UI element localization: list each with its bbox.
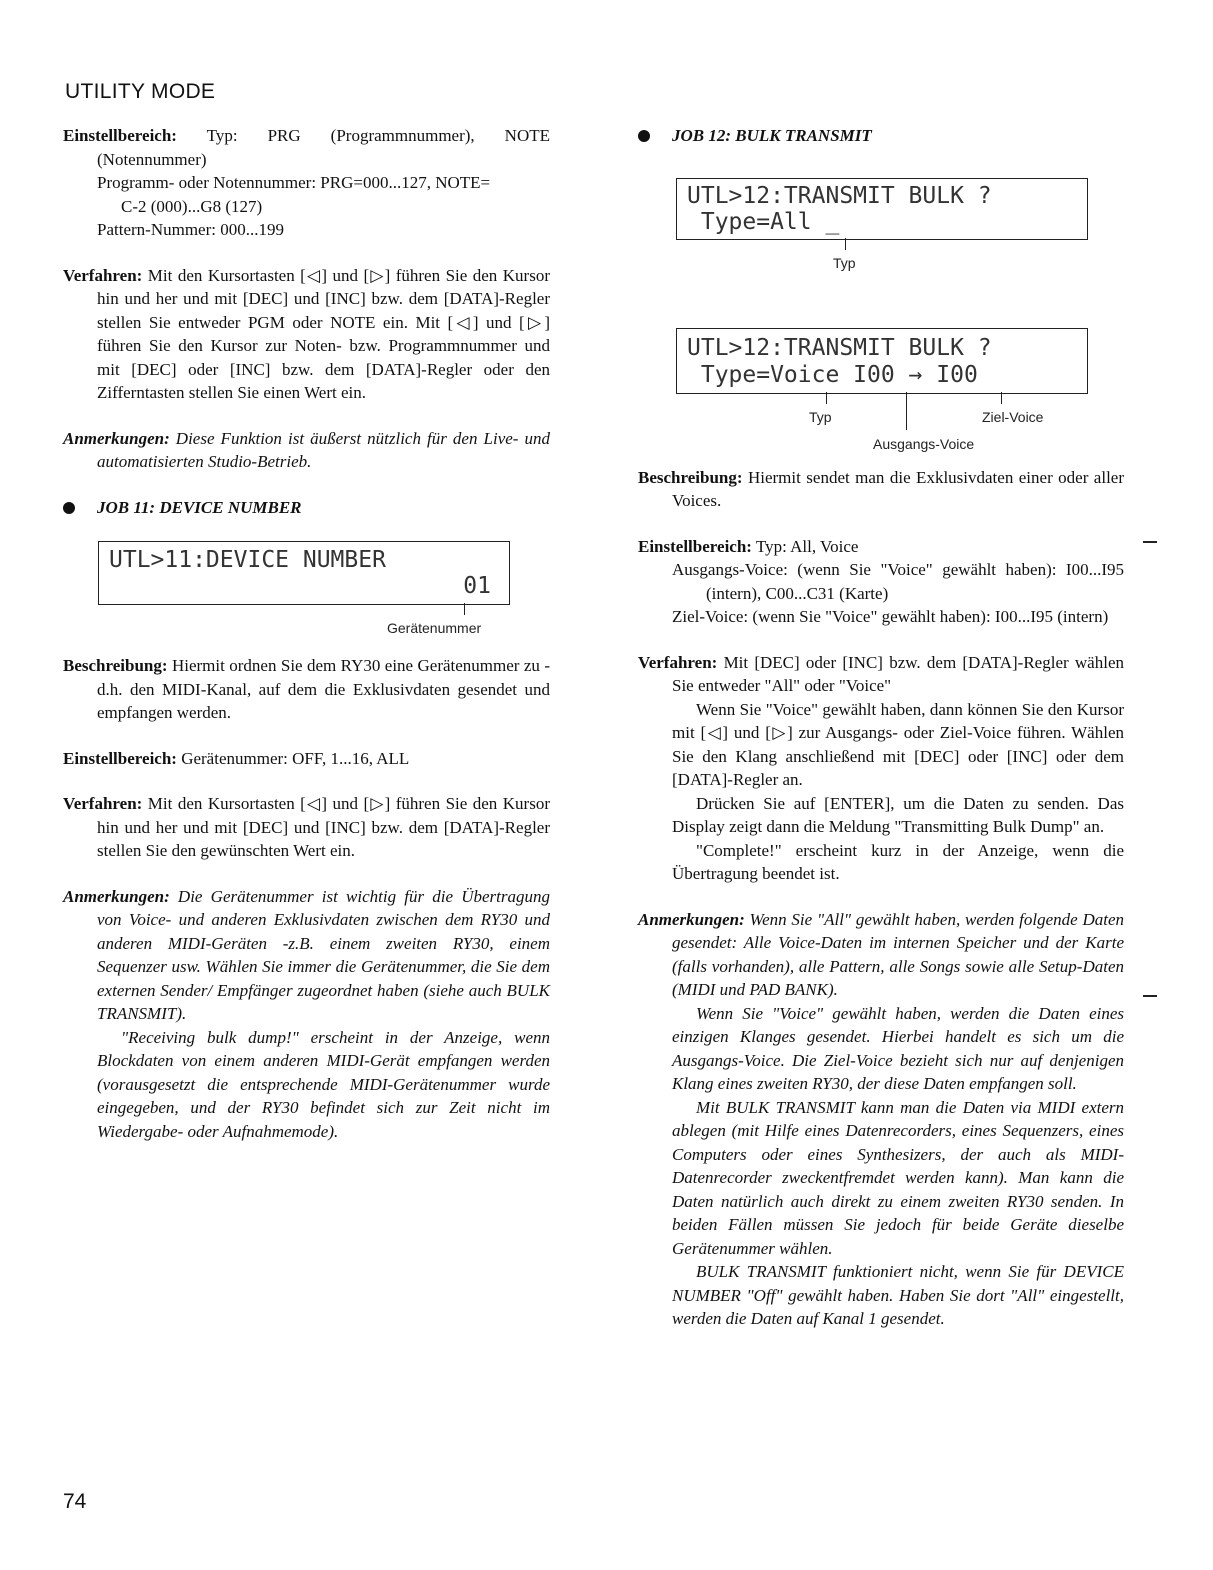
note-3-para-3: Mit BULK TRANSMIT kann man die Daten via MIDI extern ablegen (mit Hilfe eines Datenrecorders, eines Sequenzers, eines Computers oder eines Synthesizers, der auch als MIDI-Datenrecorder zweckentfremdet werden kann). Man kann die Daten natürlich auch direkt zu einem zweiten RY30 senden. In beiden Fällen müssen Sie jedoch für beide Geräte dieselbe Gerätenummer wählen.	[672, 1097, 1124, 1258]
procedure-3: Verfahren: Mit [DEC] oder [INC] bzw. dem [DATA]-Regler wählen Sie entweder "All" oder "Voice"	[638, 652, 1124, 695]
lcd-device-number-figure	[63, 519, 550, 654]
lcd-caption-typ: Typ	[833, 254, 856, 271]
procedure-3-para-3: Drücken Sie auf [ENTER], um die Daten zu senden. Das Display zeigt dann die Meldung "Transmitting Bulk Dump" an.	[672, 793, 1124, 836]
lcd-caption: Gerätenummer	[387, 620, 482, 636]
note-3-para-4: BULK TRANSMIT funktioniert nicht, wenn Sie für DEVICE NUMBER "Off" gewählt haben. Haben Sie dort "All" eingestellt, werden die Daten auf Kanal 1 gesendet.	[672, 1262, 1124, 1328]
range-setting-2: Einstellbereich: Gerätenummer: OFF, 1...16, ALL	[63, 748, 410, 768]
lcd-caption-target-voice: Ziel-Voice	[982, 408, 1044, 425]
range-target-voice: Ziel-Voice: (wenn Sie "Voice" gewählt haben): I00...I95 (intern)	[672, 607, 1109, 626]
range-source-voice: Ausgangs-Voice: (wenn Sie "Voice" gewählt haben): I00...I95 (intern), C00...C31 (Karte)	[672, 560, 1124, 603]
range-line-2: Programm- oder Notennummer: PRG=000...127, NOTE=	[97, 173, 491, 192]
range-setting-3: Einstellbereich: Typ: All, Voice	[638, 536, 859, 556]
procedure-3-para-2: Wenn Sie "Voice" gewählt haben, dann können Sie den Kursor mit [◁] und [▷] zur Ausgangs- oder Ziel-Voice führen. Wählen Sie den Klang anschließend mit [DEC] oder [INC] oder dem [DATA]-Regler an.	[672, 699, 1124, 789]
lcd-caption-source-voice: Ausgangs-Voice	[873, 435, 975, 452]
margin-mark	[1143, 995, 1157, 997]
range-line-4: Pattern-Nummer: 000...199	[97, 220, 284, 239]
description-1: Beschreibung: Hiermit ordnen Sie dem RY30 eine Gerätenummer zu -d.h. den MIDI-Kanal, auf dem die Exklusivdaten gesendet und empfangen werden.	[63, 656, 550, 722]
lcd-bulk-voice-figure	[638, 296, 1124, 466]
note-3: Anmerkungen: Wenn Sie "All" gewählt haben, werden folgende Daten gesendet: Alle Voice-Daten im internen Speicher und der Karte (falls vorhanden), alle Pattern, alle Songs sowie alle Setup-Daten (MIDI und PAD BANK).	[638, 909, 1124, 999]
bullet-icon	[63, 502, 75, 514]
job11-heading: JOB 11: DEVICE NUMBER	[63, 496, 550, 520]
page-header: UTILITY MODE	[65, 80, 216, 103]
procedure-3-para-4: "Complete!" erscheint kurz in der Anzeige, wenn die Übertragung beendet ist.	[672, 840, 1124, 883]
range-setting-1: Einstellbereich: Typ: PRG (Programmnummer), NOTE (Notennummer)	[63, 126, 550, 169]
range-line-3: C-2 (000)...G8 (127)	[121, 196, 263, 216]
page-number: 74	[63, 1490, 87, 1513]
note-3-para-2: Wenn Sie "Voice" gewählt haben, werden die Daten eines einzigen Klanges gesendet. Hierbei handelt es sich um die Ausgangs-Voice. Die Ziel-Voice bezieht sich nur auf denjenigen Klang eines zweiten RY30, der diese Daten empfangen soll.	[672, 1003, 1124, 1093]
procedure-2: Verfahren: Mit den Kursortasten [◁] und [▷] führen Sie den Kursor hin und her und mit [DEC] und [INC] bzw. dem [DATA]-Regler stellen Sie den gewünschten Wert ein.	[63, 794, 550, 860]
lcd-display: UTL>12:TRANSMIT BULK ? Type=All _	[676, 178, 1088, 240]
range-label: Einstellbereich:	[63, 126, 177, 145]
left-column	[63, 124, 550, 1143]
note-2-para-2: "Receiving bulk dump!" erscheint in der Anzeige, wenn Blockdaten von einem anderen MIDI-Gerät empfangen werden (vorausgesetzt die entsprechende MIDI-Gerätenummer wurde eingegeben, und der RY30 befindet sich zur Zeit nicht im Wiedergabe- oder Aufnahmemode).	[97, 1027, 550, 1141]
lcd-display: UTL>12:TRANSMIT BULK ? Type=Voice I00 → I00	[676, 328, 1088, 394]
job12-heading: JOB 12: BULK TRANSMIT	[638, 124, 1124, 148]
bullet-icon	[638, 130, 650, 142]
description-2: Beschreibung: Hiermit sendet man die Exklusivdaten einer oder aller Voices.	[638, 467, 1124, 510]
note-2: Anmerkungen: Die Gerätenummer ist wichtig für die Übertragung von Voice- und anderen Exklusivdaten zwischen dem RY30 und anderen MIDI-Geräten -z.B. einem zweiten RY30, einem Sequenzer usw. Wählen Sie immer die Gerätenummer, die Sie dem externen Sender/ Empfänger zugeordnet haben (siehe auch BULK TRANSMIT).	[63, 886, 550, 1023]
lcd-display: UTL>11:DEVICE NUMBER 01	[98, 541, 510, 605]
lcd-caption-typ: Typ	[809, 408, 832, 425]
procedure-1: Verfahren: Mit den Kursortasten [◁] und [▷] führen Sie den Kursor hin und her und mit [DEC] und [INC] bzw. dem [DATA]-Regler stellen Sie entweder PGM oder NOTE ein. Mit [◁] und [▷] führen Sie den Kursor zur Noten- bzw. Programmnummer und mit [DEC] oder [INC] bzw. dem [DATA]-Regler oder den Zifferntasten stellen Sie einen Wert ein.	[63, 265, 550, 402]
lcd-bulk-all-figure	[638, 148, 1124, 296]
margin-mark	[1143, 541, 1157, 543]
note-1: Anmerkungen: Diese Funktion ist äußerst nützlich für den Live- und automatisierten Studio-Betrieb.	[63, 428, 550, 471]
right-column	[638, 124, 1124, 1331]
